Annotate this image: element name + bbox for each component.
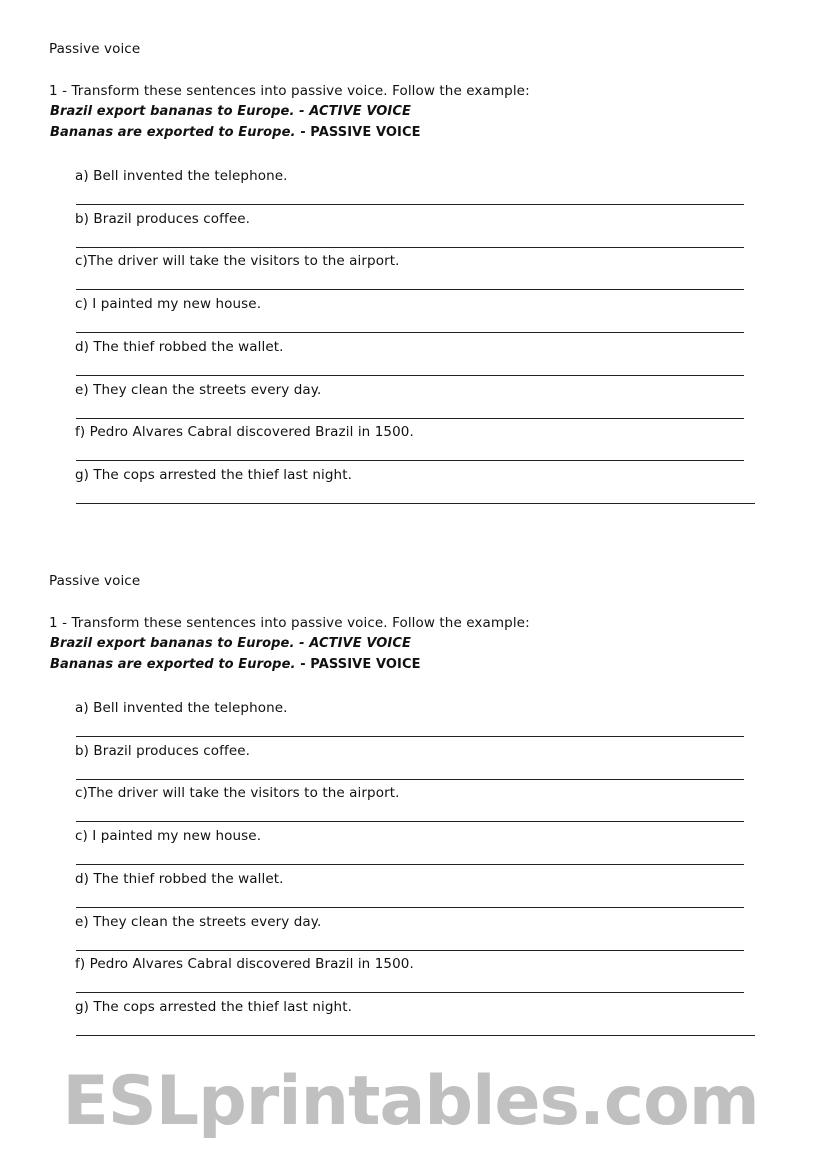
exercise-item: g) The cops arrested the thief last night. [75, 998, 352, 1015]
answer-line[interactable] [76, 907, 744, 908]
answer-line[interactable] [76, 375, 744, 376]
answer-line[interactable] [76, 503, 755, 504]
exercise-item: a) Bell invented the telephone. [75, 700, 288, 716]
instruction: 1 - Transform these sentences into passive voice. Follow the example: [49, 615, 530, 631]
answer-line[interactable] [76, 460, 744, 461]
example-passive [50, 125, 421, 141]
example-active-sentence: Brazil export bananas to Europe. [50, 636, 295, 651]
exercise-item: c)The driver will take the visitors to the airport. [75, 785, 400, 802]
exercise-item: e) They clean the streets every day. [75, 381, 322, 398]
answer-line[interactable] [76, 821, 744, 822]
example-passive-sentence: Bananas are exported to Europe. [50, 125, 296, 140]
example-active-label: - ACTIVE VOICE [294, 104, 411, 119]
answer-line[interactable] [76, 418, 744, 419]
watermark: ESLprintables.com [62, 1062, 759, 1141]
section-title: Passive voice [49, 41, 141, 57]
answer-line[interactable] [76, 204, 744, 205]
exercise-item: b) Brazil produces coffee. [75, 742, 251, 759]
answer-line[interactable] [76, 779, 744, 780]
answer-line[interactable] [76, 1035, 755, 1036]
answer-line[interactable] [76, 950, 744, 951]
example-active-sentence: Brazil export bananas to Europe. [50, 104, 295, 119]
example-passive-sentence: Bananas are exported to Europe. [50, 657, 296, 672]
answer-line[interactable] [76, 332, 744, 333]
instruction: 1 - Transform these sentences into passive voice. Follow the example: [49, 83, 530, 99]
example-active [50, 636, 411, 652]
answer-line[interactable] [76, 289, 744, 290]
answer-line[interactable] [76, 736, 744, 737]
exercise-item: b) Brazil produces coffee. [75, 210, 251, 227]
example-passive-label: - PASSIVE VOICE [295, 657, 421, 672]
answer-line[interactable] [76, 247, 744, 248]
exercise-item: f) Pedro Alvares Cabral discovered Brazil in 1500. [75, 424, 414, 441]
section-title: Passive voice [49, 573, 141, 589]
exercise-item: a) Bell invented the telephone. [75, 168, 288, 184]
exercise-section [0, 532, 821, 1064]
example-passive [50, 657, 421, 673]
exercise-item: g) The cops arrested the thief last night. [75, 466, 352, 483]
exercise-item: f) Pedro Alvares Cabral discovered Brazil in 1500. [75, 956, 414, 973]
exercise-item: d) The thief robbed the wallet. [75, 338, 284, 355]
exercise-item: d) The thief robbed the wallet. [75, 870, 284, 887]
exercise-item: c)The driver will take the visitors to the airport. [75, 253, 400, 270]
exercise-section [0, 0, 821, 532]
exercise-item: c) I painted my new house. [75, 296, 262, 313]
answer-line[interactable] [76, 864, 744, 865]
exercise-item: e) They clean the streets every day. [75, 913, 322, 930]
example-active [50, 104, 411, 120]
answer-line[interactable] [76, 992, 744, 993]
example-active-label: - ACTIVE VOICE [294, 636, 411, 651]
example-passive-label: - PASSIVE VOICE [295, 125, 421, 140]
exercise-item: c) I painted my new house. [75, 828, 262, 845]
